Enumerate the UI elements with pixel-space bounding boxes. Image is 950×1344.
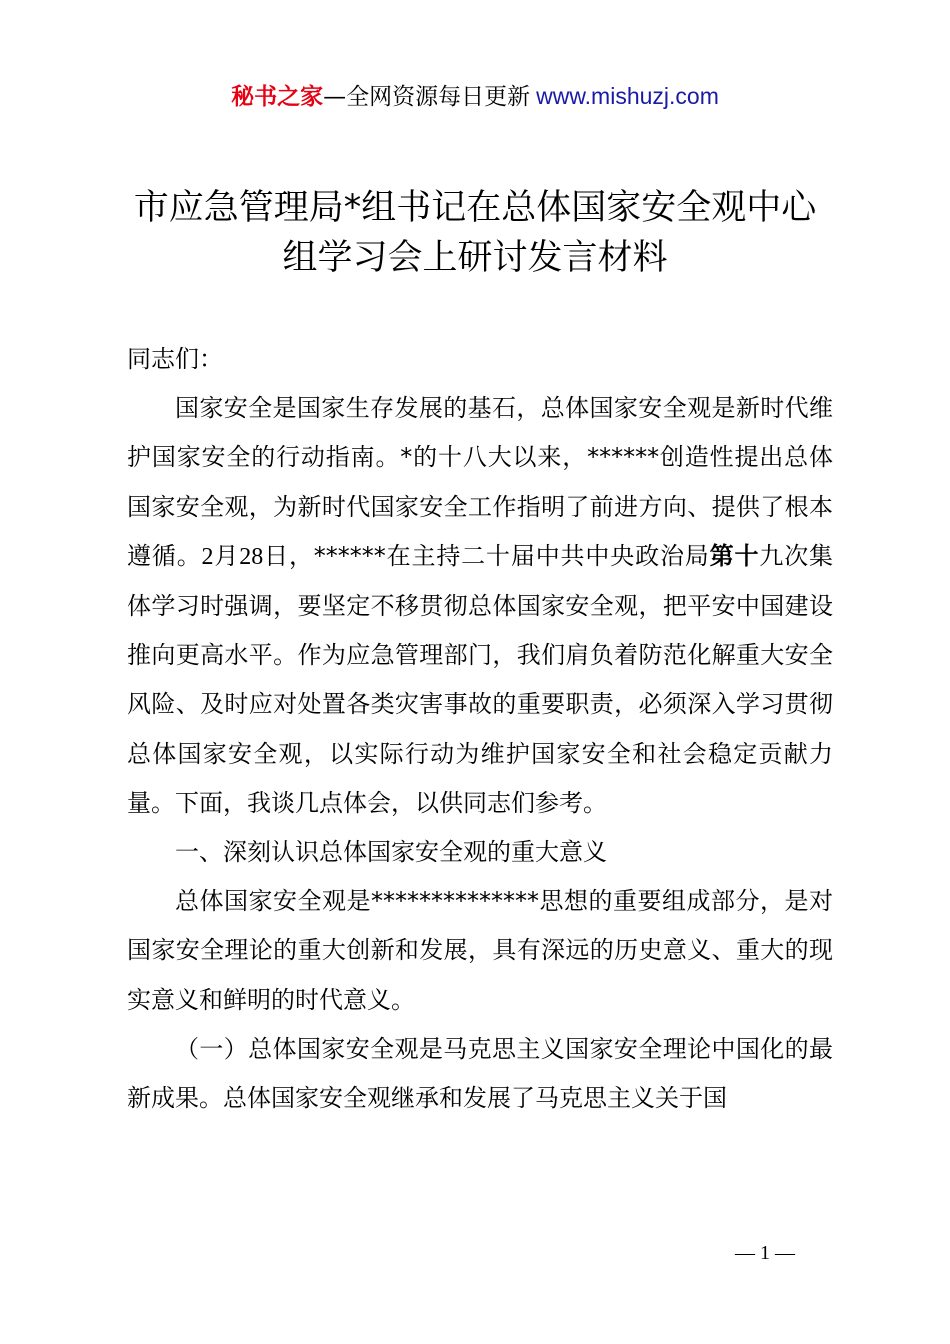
header-url[interactable]: www.mishuzj.com — [536, 83, 719, 109]
paragraph-significance: 总体国家安全观是**************思想的重要组成部分，是对国家安全理论的重大创新和发展，具有深远的历史意义、重大的现实意义和鲜明的时代意义。 — [127, 887, 833, 1014]
salutation: 同志们： — [127, 345, 223, 373]
paragraph-subsection-1: （一）总体国家安全观是马克思主义国家安全理论中国化的最新成果。总体国家安全观继承和发展了马克思主义关于国 — [127, 1034, 833, 1113]
paragraph-intro-part2: 日，******在主持二十届中共中央政治局 — [263, 541, 710, 570]
paragraph-intro-part3: 九次集体学习时强调，要坚定不移贯彻总体国家安全观，把平安中国建设推向更高水平。作为应急管理部门，我们肩负着防范化解重大安全风险、及时应对处置各类灾害事故的重要职责，必须深入学习贯彻总体国家安全观，以实际行动为维护国家安全和社会稳定贡献力量。下面，我谈几点体会，以供同志们参考。 — [127, 541, 834, 817]
document-header — [0, 80, 950, 113]
header-brand: 秘书之家 — [231, 84, 324, 110]
header-tagline: —全网资源每日更新 — [323, 84, 531, 110]
document-title — [100, 183, 850, 283]
title-line-1: 市应急管理局*组书记在总体国家安全观中心 — [133, 188, 817, 228]
title-line-2: 组学习会上研讨发言材料 — [282, 238, 668, 278]
date-month-char: 月 — [213, 541, 240, 570]
date-day-number: 28 — [239, 543, 264, 570]
date-month-number: 2 — [201, 543, 214, 570]
page-number: — 1 — — [735, 1242, 795, 1264]
paragraph-intro — [127, 384, 833, 828]
document-body — [127, 335, 833, 1123]
paragraph-intro-part1: 国家安全是国家生存发展的基石，总体国家安全观是新时代维护国家安全的行动指南。*的十八大以来，******创造性提出总体国家安全观，为新时代国家安全工作指明了前进方向、提供了根本遵循。 — [127, 394, 833, 570]
section-heading-1: 一、深刻认识总体国家安全观的重大意义 — [175, 838, 607, 867]
paragraph-intro-bold: 第十 — [709, 541, 760, 570]
